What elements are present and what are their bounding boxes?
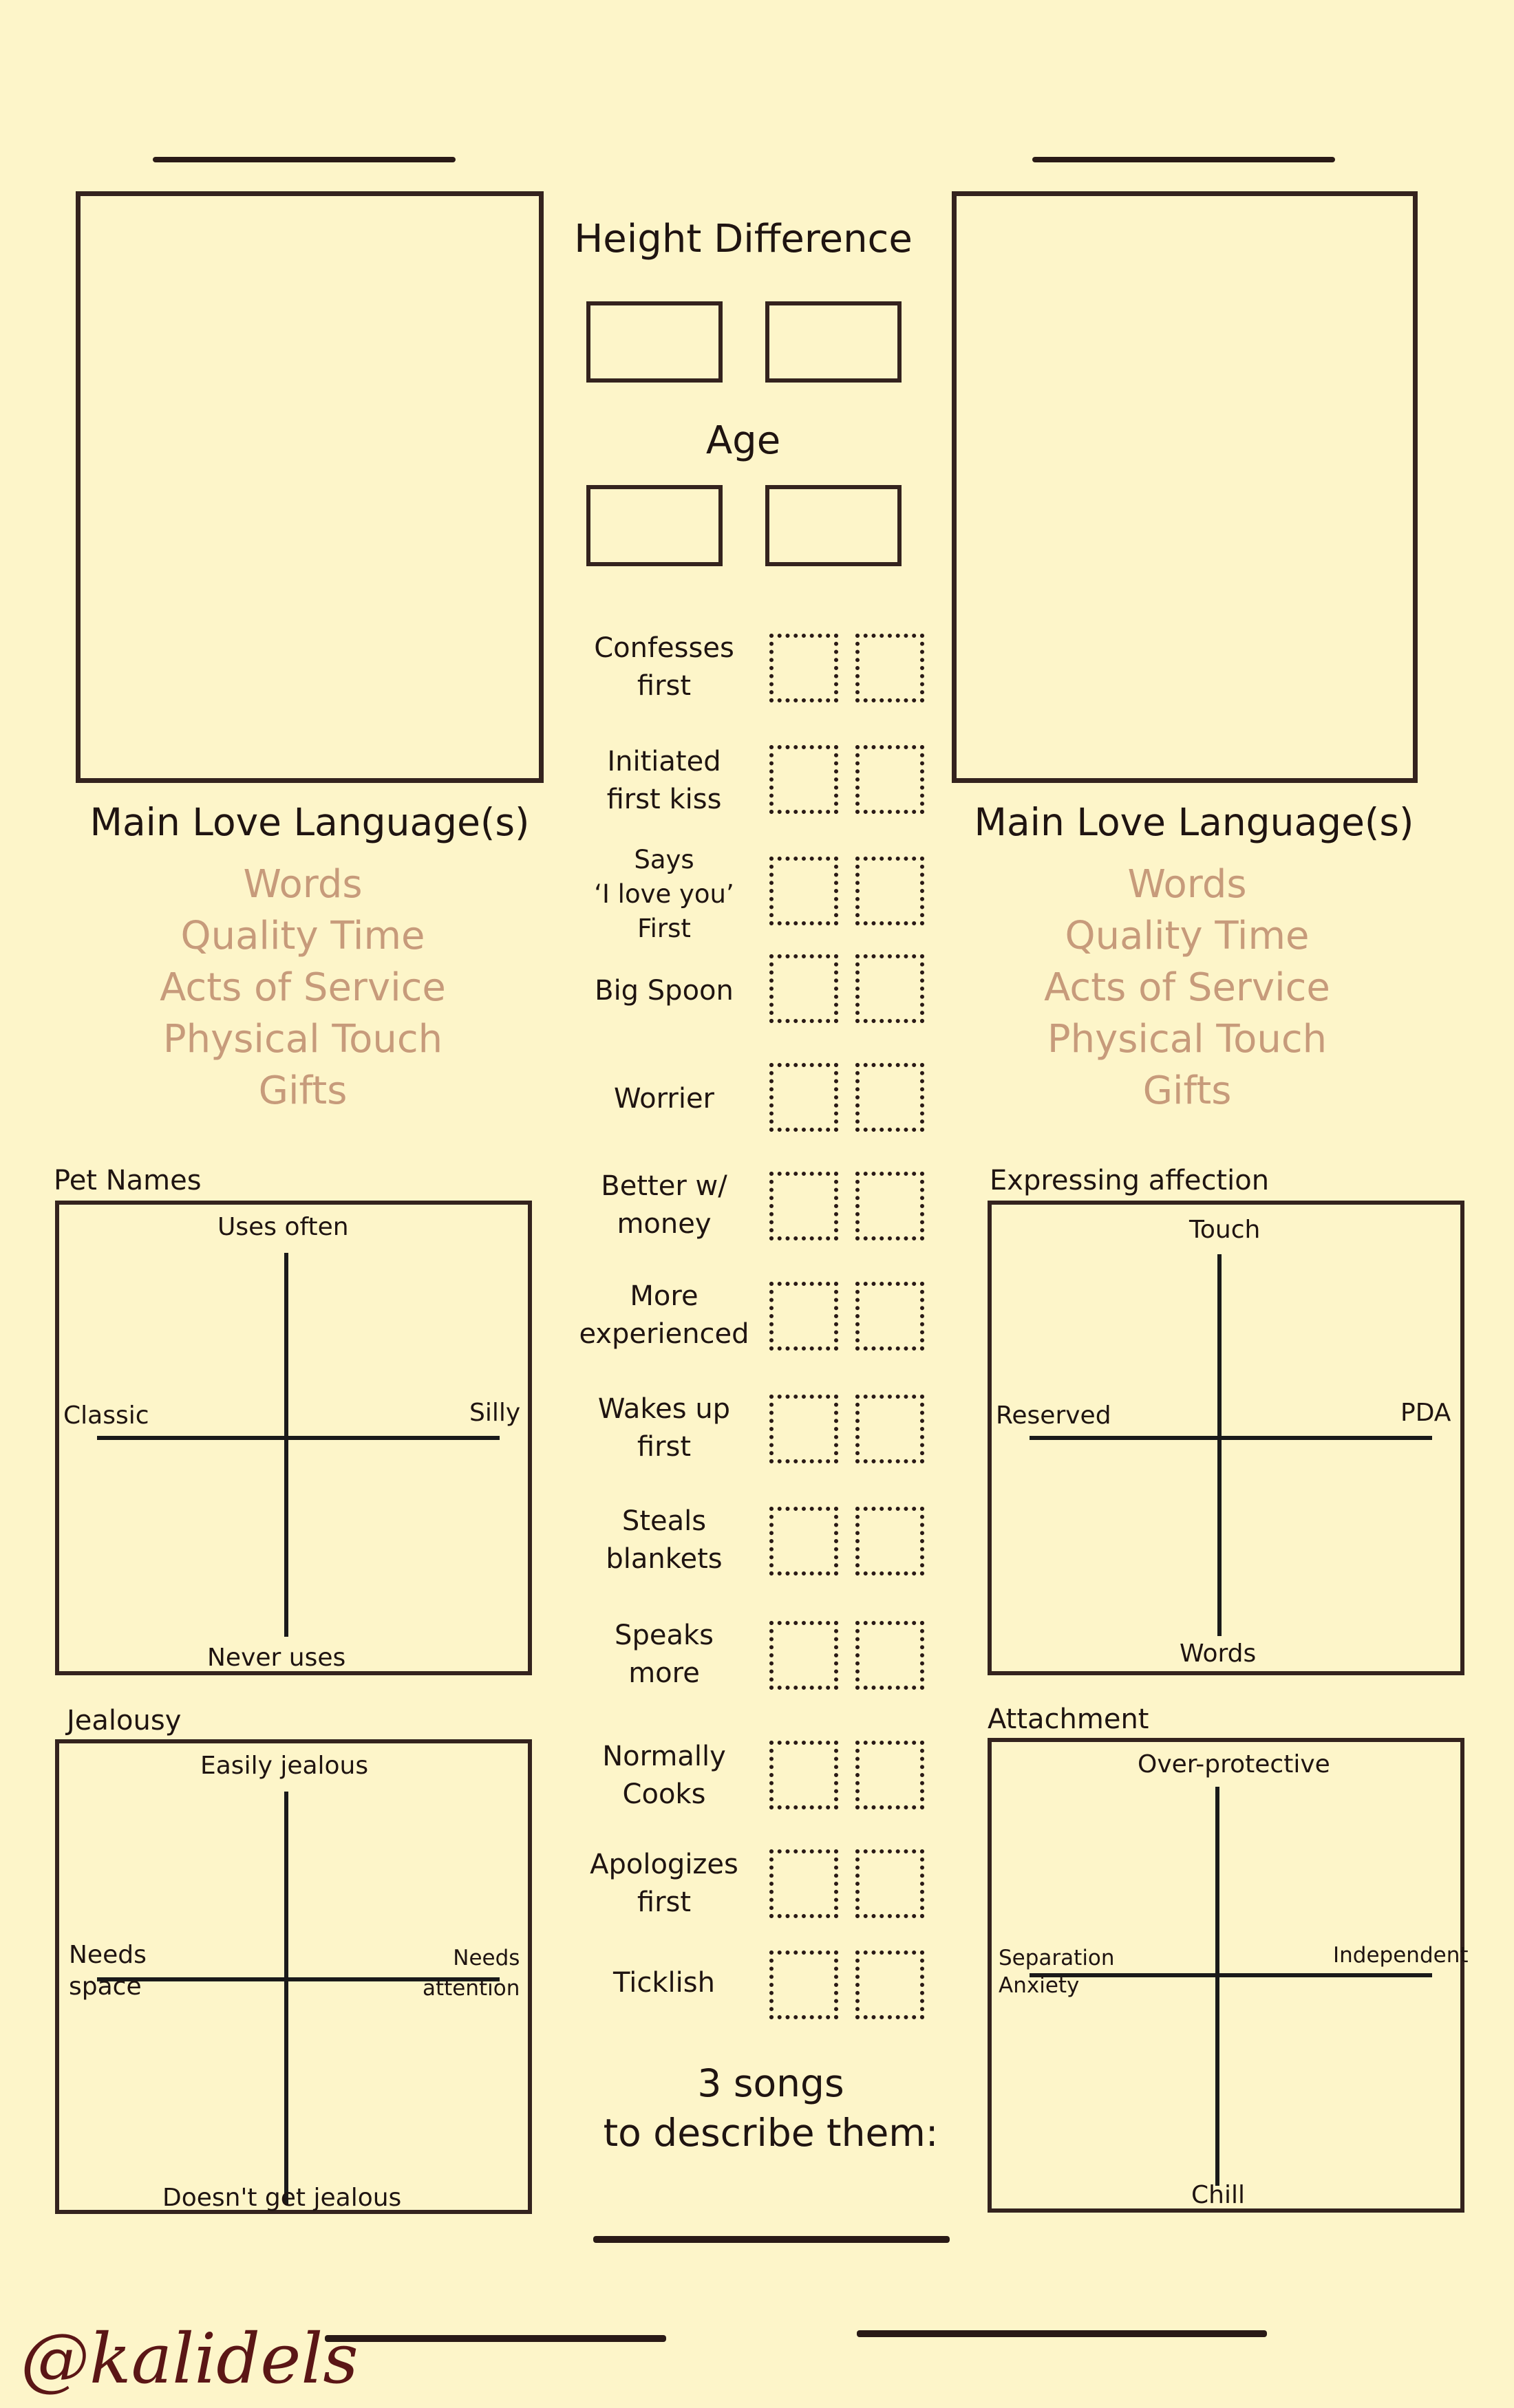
jealousy-right-label: Needs attention (423, 1946, 520, 2001)
trait-label: Ticklish (613, 1967, 715, 1999)
trait-checkbox-left[interactable] (769, 857, 838, 925)
pet-names-chart[interactable] (55, 1201, 532, 1675)
love-option-quality-time[interactable]: Quality Time (180, 914, 425, 958)
age-title: Age (705, 418, 781, 463)
pet-names-title: Pet Names (54, 1165, 202, 1196)
trait-checkbox-left[interactable] (769, 634, 838, 702)
trait-checkbox-right[interactable] (855, 1172, 924, 1240)
pet-names-right-label: Silly (469, 1399, 521, 1427)
trait-checkbox-right[interactable] (855, 1849, 924, 1918)
trait-checkbox-right[interactable] (855, 1282, 924, 1351)
songs-prompt (564, 2058, 977, 2158)
height-box-left[interactable] (586, 301, 723, 383)
song-line-right[interactable] (857, 2330, 1267, 2337)
jealousy-bottom-label: Doesn't get jealous (162, 2184, 402, 2212)
jealousy-title: Jealousy (67, 1705, 182, 1737)
trait-checkbox-left[interactable] (769, 1950, 838, 2019)
trait-checkbox-right[interactable] (855, 634, 924, 702)
pet-names-top-label: Uses often (217, 1213, 349, 1241)
height-box-right[interactable] (765, 301, 902, 383)
love-option-gifts[interactable]: Gifts (1142, 1068, 1232, 1113)
pet-names-left-label: Classic (63, 1401, 149, 1430)
jealousy-chart[interactable] (55, 1739, 532, 2214)
love-option-acts-of-service[interactable]: Acts of Service (160, 965, 446, 1010)
attachment-top-label: Over-protective (1138, 1750, 1330, 1778)
trait-label: Confesses first (594, 632, 734, 702)
trait-label: Wakes up first (597, 1393, 731, 1463)
trait-label: Speaks more (615, 1620, 714, 1689)
trait-label: Initiated first kiss (606, 746, 722, 815)
pet-names-axis-vertical (284, 1253, 288, 1637)
trait-label: Steals blankets (606, 1505, 723, 1575)
trait-label: Says ‘I love you’ First (594, 845, 734, 943)
trait-label: Apologizes first (590, 1849, 738, 1918)
trait-checkbox-left[interactable] (769, 1172, 838, 1240)
affection-axis-horizontal (1030, 1436, 1432, 1440)
affection-chart[interactable] (988, 1201, 1464, 1675)
name-line-left[interactable] (153, 157, 456, 162)
trait-checkbox-left[interactable] (769, 954, 838, 1023)
attachment-right-label: Independent (1333, 1943, 1469, 1968)
trait-checkbox-right[interactable] (855, 1950, 924, 2019)
photo-box-left[interactable] (76, 191, 544, 783)
attachment-bottom-label: Chill (1191, 2181, 1245, 2209)
trait-label: More experienced (579, 1280, 749, 1350)
trait-checkbox-left[interactable] (769, 1621, 838, 1690)
jealousy-top-label: Easily jealous (200, 1752, 369, 1780)
trait-checkbox-left[interactable] (769, 1282, 838, 1351)
trait-checkbox-left[interactable] (769, 1063, 838, 1132)
jealousy-left-label: Needs space (69, 1941, 147, 2001)
trait-label: Normally Cooks (602, 1741, 726, 1810)
love-language-list-right (939, 859, 1435, 1117)
trait-checkbox-right[interactable] (855, 954, 924, 1023)
trait-checkbox-right[interactable] (855, 1741, 924, 1809)
pet-names-bottom-label: Never uses (207, 1644, 346, 1672)
love-option-words[interactable]: Words (243, 862, 363, 907)
love-language-title-right: Main Love Language(s) (974, 800, 1414, 844)
affection-top-label: Touch (1189, 1216, 1261, 1244)
pet-names-axis-horizontal (97, 1436, 500, 1440)
trait-checkbox-right[interactable] (855, 745, 924, 814)
love-language-list-left (55, 859, 551, 1117)
artist-signature: @kalidels (21, 2319, 359, 2399)
love-option-physical-touch[interactable]: Physical Touch (1047, 1017, 1328, 1062)
trait-checkbox-right[interactable] (855, 1063, 924, 1132)
affection-right-label: PDA (1400, 1399, 1451, 1427)
age-box-left[interactable] (586, 485, 723, 566)
trait-checkbox-right[interactable] (855, 1621, 924, 1690)
trait-label: Worrier (613, 1083, 715, 1115)
trait-checkbox-right[interactable] (855, 1395, 924, 1463)
jealousy-axis-vertical (284, 1792, 288, 2204)
trait-checkbox-left[interactable] (769, 1849, 838, 1918)
trait-checkbox-right[interactable] (855, 857, 924, 925)
love-option-words[interactable]: Words (1127, 862, 1247, 907)
trait-checkbox-left[interactable] (769, 1395, 838, 1463)
affection-axis-vertical (1217, 1254, 1222, 1636)
trait-checkbox-right[interactable] (855, 1507, 924, 1576)
attachment-axis-vertical (1215, 1787, 1219, 2186)
height-difference-title: Height Difference (574, 217, 913, 261)
love-option-physical-touch[interactable]: Physical Touch (162, 1017, 443, 1062)
love-option-acts-of-service[interactable]: Acts of Service (1044, 965, 1330, 1010)
name-line-right[interactable] (1032, 157, 1335, 162)
love-option-gifts[interactable]: Gifts (258, 1068, 348, 1113)
love-language-title-left: Main Love Language(s) (89, 800, 530, 844)
affection-left-label: Reserved (996, 1401, 1111, 1430)
attachment-left-label: Separation Anxiety (999, 1946, 1115, 1998)
songs-prompt-line1: 3 songs (697, 2061, 844, 2105)
age-box-right[interactable] (765, 485, 902, 566)
trait-checkbox-left[interactable] (769, 745, 838, 814)
affection-bottom-label: Words (1180, 1640, 1257, 1668)
song-line-left[interactable] (325, 2335, 666, 2342)
attachment-title: Attachment (988, 1703, 1149, 1735)
songs-prompt-line2: to describe them: (603, 2111, 939, 2155)
trait-label: Better w/ money (601, 1170, 727, 1240)
love-option-quality-time[interactable]: Quality Time (1065, 914, 1310, 958)
photo-box-right[interactable] (952, 191, 1418, 783)
attachment-chart[interactable] (988, 1738, 1469, 2213)
trait-checkbox-left[interactable] (769, 1741, 838, 1809)
affection-title: Expressing affection (990, 1165, 1270, 1196)
song-line[interactable] (593, 2236, 950, 2243)
trait-checkbox-left[interactable] (769, 1507, 838, 1576)
trait-label: Big Spoon (595, 975, 734, 1007)
